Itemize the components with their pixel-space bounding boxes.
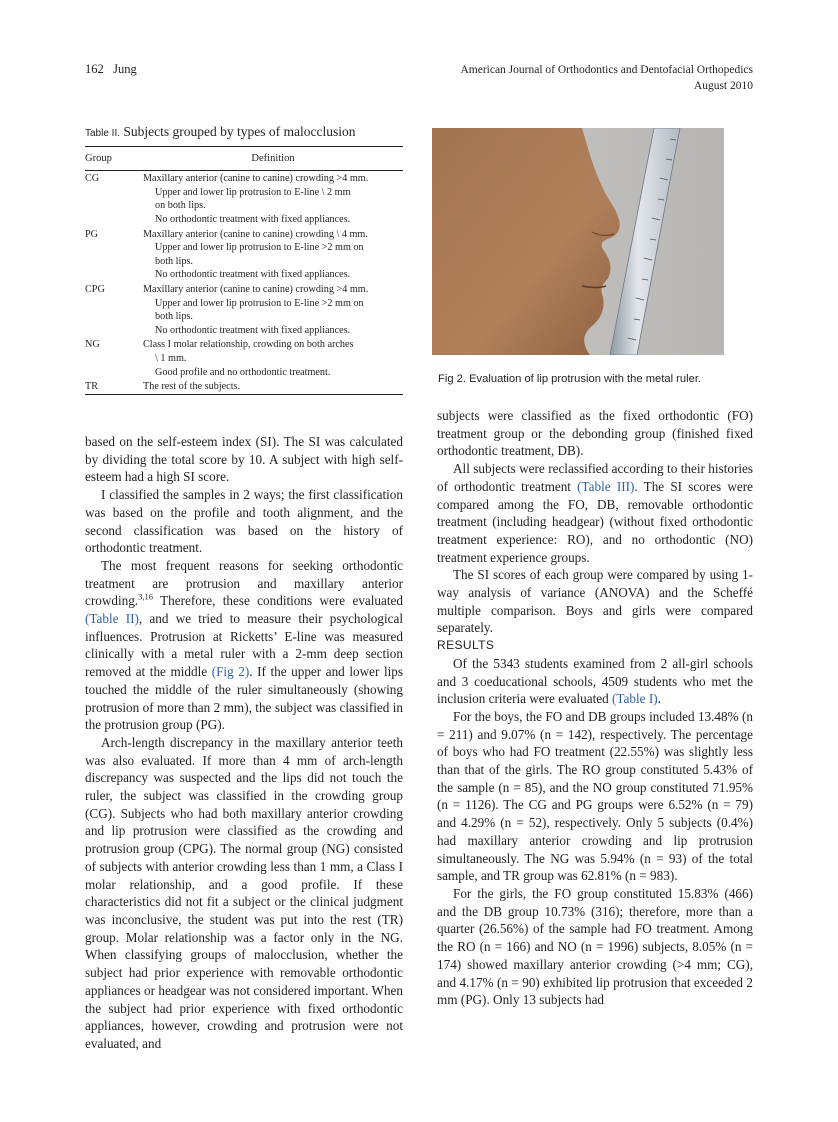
text-run: The most frequent reasons for seeking orthodontic treatment are protrusion and maxillary anterior crowding.: [85, 557, 403, 609]
running-header-left: [85, 62, 137, 77]
left-text-column: [85, 433, 403, 1053]
definition-cell: [143, 379, 403, 394]
group-cell: TR: [85, 381, 99, 393]
definition-line: No orthodontic treatment with fixed appliances.: [155, 213, 351, 225]
group-cell: CG: [85, 173, 100, 185]
table-ii: [85, 125, 403, 395]
paragraph: For the boys, the FO and DB groups included 13.48% (n = 211) and 9.07% (n = 142), respectively. The percentage of boys who had FO treatment (22.55%) was slightly less than that of the girls. The RO group constituted 5.43% of the sample (n = 85), and the NO group constituted 71.95% (n = 1126). The CG and PG groups were 6.52% (n = 79) and 4.29% (n = 52), respectively. Only 5 subjects (0.4%) had maxillary anterior crowding and lip protrusion simultaneously. The NG was 5.94% (n = 93) of the total sample, and TR group was 62.81% (n = 983).: [437, 708, 753, 884]
figure-caption: Fig 2. Evaluation of lip protrusion with the metal ruler.: [438, 373, 702, 385]
results-heading: RESULTS: [437, 638, 495, 653]
definition-line: No orthodontic treatment with fixed appliances.: [155, 324, 351, 336]
definition-line: both lips.: [155, 255, 193, 267]
malocclusion-table: [85, 146, 403, 395]
text-run: All subjects were reclassified according to their histories of orthodontic treatment: [437, 461, 753, 494]
definition-line: Upper and lower lip protrusion to E-line >2 mm on: [155, 297, 364, 309]
definition-line: Maxillary anterior (canine to canine) crowding >4 mm.: [143, 173, 369, 185]
definition-line: No orthodontic treatment with fixed appliances.: [155, 269, 351, 281]
column-header-group: Group: [85, 152, 112, 164]
running-header-right: [460, 62, 753, 94]
definition-line: Class I molar relationship, crowding on both arches: [143, 339, 354, 351]
table-title: Subjects grouped by types of malocclusion: [123, 124, 356, 139]
table-label: Table II.: [85, 128, 121, 139]
table-caption: [85, 125, 403, 141]
paragraph: [437, 655, 753, 708]
definition-cell: [143, 171, 403, 227]
text-run: . If the upper and lower lips touched the middle of the ruler simultaneously (showing protrusion of more than 2 mm), the subject was classified in the protrusion group (PG).: [85, 664, 403, 733]
journal-name: American Journal of Orthodontics and Dentofacial Orthopedics: [460, 64, 753, 76]
text-run: . The SI scores were compared among the FO, DB, removable orthodontic treatment (including headgear) (without fixed orthodontic treatment experience: RO), and no orthodontic (NO) treatment experience groups.: [437, 478, 753, 565]
paragraph: For the girls, the FO group constituted 15.83% (466) and the DB group 10.73% (316); therefore, more than a quarter (26.56%) of the sample had FO treatment. Among the RO (n = 166) and NO (n = 1996) subjects, 8.05% (n = 174) showed maxillary anterior crowding (>4 mm; CG), and 4.17% (n = 90) exhibited lip protrusion that exceeded 2 mm (PG). Only 13 subjects had: [437, 885, 753, 1008]
paragraph: The SI scores of each group were compared by using 1-way analysis of variance (ANOVA) and the Scheffé multiple comparison. Boys and girls were compared separately.: [437, 567, 753, 636]
figure-2-photo: [432, 128, 724, 355]
paragraph: based on the self-esteem index (SI). The SI was calculated by dividing the total score by 10. A subject with high self-esteem had a high SI score.: [85, 434, 403, 485]
definition-line: on both lips.: [155, 200, 206, 212]
definition-cell: [143, 337, 403, 379]
paragraph: subjects were classified as the fixed orthodontic (FO) treatment group or the debonding group (finished fixed orthodontic treatment, DB).: [437, 408, 753, 459]
definition-line: \ 1 mm.: [155, 352, 187, 364]
definition-cell: [143, 282, 403, 337]
definition-line: Good profile and no orthodontic treatment.: [155, 366, 331, 378]
group-cell: NG: [85, 339, 100, 351]
table-row: [85, 379, 403, 394]
table-row: [85, 227, 403, 282]
group-cell: CPG: [85, 283, 105, 295]
paragraph: [85, 557, 403, 734]
column-header-definition: Definition: [251, 152, 295, 164]
face-profile: [432, 128, 620, 355]
table-row: [85, 171, 403, 227]
text-run: Of the 5343 students examined from 2 all-girl schools and 3 coeducational schools, 4509 students who met the inclusion criteria were evaluated: [437, 655, 753, 707]
definition-line: Upper and lower lip protrusion to E-line \ 2 mm: [155, 186, 351, 198]
table-ii-link[interactable]: (Table II): [85, 611, 139, 627]
table-iii-link[interactable]: (Table III): [577, 478, 635, 494]
table-row: [85, 282, 403, 337]
issue-date: August 2010: [693, 80, 753, 92]
definition-line: both lips.: [155, 311, 193, 323]
definition-line: The rest of the subjects.: [143, 381, 241, 393]
citation-superscript: 3,16: [138, 591, 153, 602]
paragraph: Arch-length discrepancy in the maxillary anterior teeth was also evaluated. If more than 4 mm of arch-length discrepancy was suspected and the lips did not touch the ruler, the subject was classified in the crowding group (CG). Subjects who had both maxillary anterior crowding and lip protrusion were classified as the crowding and protrusion group (CPG). The normal group (NG) consisted of subjects with anterior crowding less than 1 mm, a Class I molar relationship, and a good profile. If these characteristics did not fit a subject or the clinical judgment was inconclusive, the student was put into the rest (TR) group. Molar relationship was a factor only in the NG. When classifying groups of malocclusion, whether the subject had prior experience with removable orthodontic appliances or headgear was not considered important. When the subject had prior experience with fixed orthodontic appliances, however, crowding and protrusion were not evaluated, and: [85, 734, 403, 1051]
text-run: , and we tried to measure their psychological influences. Protrusion at Ricketts’ E-line was measured clinically with a metal ruler with a 2-mm deep section removed at the middle: [85, 611, 403, 680]
paragraph: [437, 460, 753, 566]
group-cell: PG: [85, 228, 99, 240]
running-author: Jung: [113, 62, 137, 76]
page-number: 162: [85, 62, 104, 76]
table-row: [85, 337, 403, 379]
right-text-column: [437, 407, 753, 1009]
fig-2-link[interactable]: (Fig 2): [211, 664, 250, 680]
definition-cell: [143, 227, 403, 282]
text-run: Therefore, these conditions were evaluated: [152, 593, 403, 609]
definition-line: Maxillary anterior (canine to canine) crowding \ 4 mm.: [143, 228, 368, 240]
text-run: .: [657, 691, 661, 707]
paragraph: I classified the samples in 2 ways; the first classification was based on the profile and tooth alignment, and the second classification was based on the history of orthodontic treatment.: [85, 487, 403, 556]
table-i-link[interactable]: (Table I): [612, 691, 658, 707]
definition-line: Maxillary anterior (canine to canine) crowding >4 mm.: [143, 283, 369, 295]
definition-line: Upper and lower lip protrusion to E-line >2 mm on: [155, 242, 364, 254]
table-header-row: [85, 146, 403, 171]
